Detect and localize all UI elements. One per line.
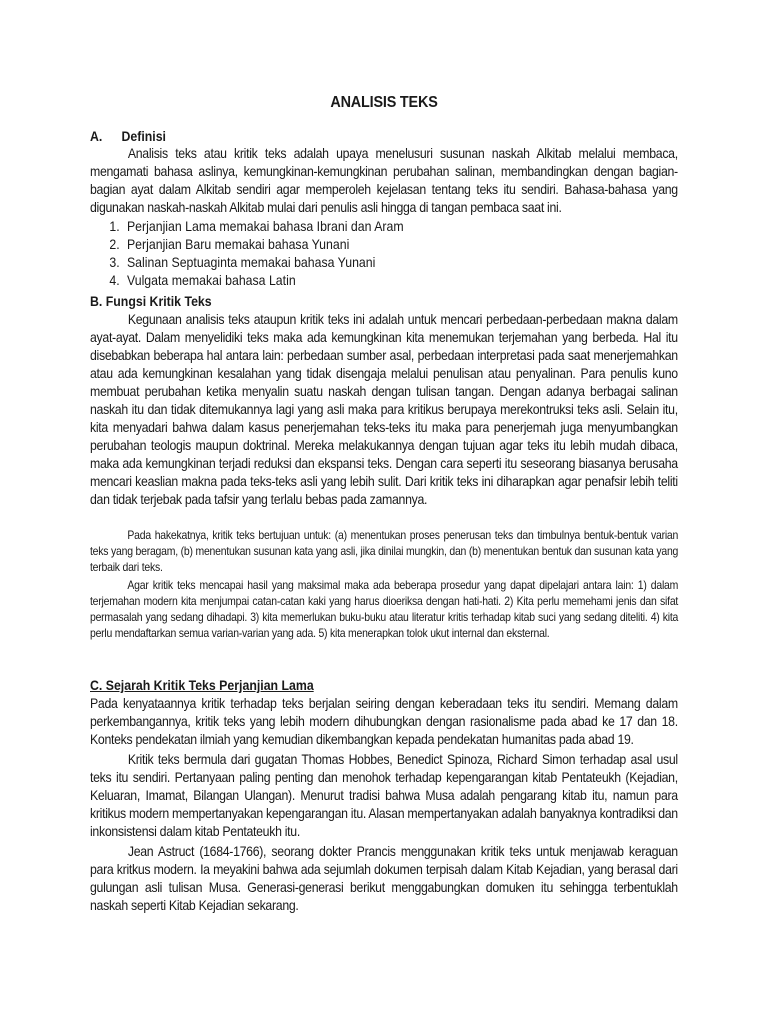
section-b-paragraph-3: Agar kritik teks mencapai hasil yang maksimal maka ada beberapa prosedur yang dapat dipelajari antara lain: 1) dalam terjemahan modern kita menjumpai catan-catan kaki yang harus dioeriksa dengan hati-hati. 2) Kita perlu memehami jenis dan sifat permasalah yang sedang dihadapi. 3) kita memerlukan buku-buku atau literatur kritis terhadap kitab suci yang sedang diteliti. 4) kita perlu mendaftarkan semua varian-varian yang ada. 5) kita menerapkan tolok ukut internal dan eksternal.	[90, 578, 679, 640]
section-c-paragraph-3: Jean Astruct (1684-1766), seorang dokter Prancis menggunakan kritik teks untuk menjawab keraguan para kritkus modern. Ia meyakini bahwa ada sejumlah dokumen terpisah dalam Kitab Kejadian, yang berasal dari gulungan asli tulisan Musa. Generasi-generasi berikut menggabungkan domuken itu sehingga terbentuklah naskah seperti Kitab Kejadian sekarang.	[90, 843, 678, 913]
section-c-paragraph-1: Pada kenyataannya kritik terhadap teks berjalan seiring dengan keberadaan teks itu sendiri. Memang dalam perkembangannya, kritik teks yang lebih modern dihubungkan dengan rasionalisme pada abad ke 17 dan 18. Konteks pendekatan ilmiah yang kemudian dikembangkan kepada pendekatan humanitas pada abad 19.	[90, 695, 678, 747]
section-b-body	[90, 310, 678, 508]
page-title: ANALISIS TEKS	[330, 94, 438, 111]
section-c-body	[90, 694, 678, 914]
section-c-heading: C. Sejarah Kritik Teks Perjanjian Lama	[90, 677, 314, 693]
section-b-heading: B. Fungsi Kritik Teks	[90, 293, 212, 309]
section-a-body	[90, 144, 678, 216]
section-a-letter: A.	[90, 128, 103, 144]
list-item: 1. Perjanjian Lama memakai bahasa Ibrani dan Aram	[109, 218, 404, 234]
list-item: 3. Salinan Septuaginta memakai bahasa Yunani	[109, 254, 376, 270]
section-a-title: Definisi	[121, 128, 166, 144]
language-list	[90, 217, 678, 289]
section-c-paragraph-2: Kritik teks bermula dari gugatan Thomas Hobbes, Benedict Spinoza, Richard Simon terhadap asal usul teks itu sendiri. Pertanyaan paling penting dan menohok terhadap kepengarangan kitab Pentateukh (Kejadian, Keluaran, Imamat, Bilangan Ulangan). Menurut tradisi bahwa Musa adalah pengarang kitab itu, namun para kritikus modern mempertanyakan kepengarangan itu. Alasan mempertanyakan adalah banyaknya kontradiksi dan inkonsistensi dalam kitab Pentateukh itu.	[90, 751, 678, 839]
section-a-paragraph: Analisis teks atau kritik teks adalah upaya menelusuri susunan naskah Alkitab melalui membaca, mengamati bahasa aslinya, kemungkinan-kemungkinan perubahan salinan, membandingkan dengan bagian-bagian ayat dalam Alkitab sendiri agar memperoleh kejelasan tentang teks itu sendiri. Bahasa-bahasa yang digunakan naskah-naskah Alkitab mulai dari penulis asli hingga di tangan pembaca saat ini.	[90, 145, 678, 215]
list-item: 2. Perjanjian Baru memakai bahasa Yunani	[109, 236, 350, 252]
section-b-paragraph-1: Kegunaan analisis teks ataupun kritik teks ini adalah untuk mencari perbedaan-perbedaan makna dalam ayat-ayat. Dalam menyelidiki teks maka ada kemungkinan kita menemukan terjemahan yang berbeda. Hal itu disebabkan beberapa hal antara lain: perbedaan sumber asal, perbedaan interpretasi pada saat menerjemahkan atau ada kemungkinan kesalahan yang tidak disengaja melalui penulisan atau penyalinan. Para penulis kuno membuat perubahan ketika menyalin suatu naskah dengan tulisan tangan. Dengan adanya berbagai salinan naskah itu dan tidak ditemukannya lagi yang asli maka para kritikus berupaya merekontruksi teks asli. Selain itu, kita menyadari bahwa dalam kasus penerjemahan teks-teks itu maka para penerjemah juga menyumbangkan perubahan teologis maupun doktrinal. Mereka melakukannya dengan tujuan agar teks itu lebih mudah dibaca, maka ada kemungkinan terjadi reduksi dan ekspansi teks. Dengan cara seperti itu seseorang biasanya berusaha mencari keaslian makna pada teks-teks asli yang lebih sulit. Dari kritik teks ini diharapkan agar penafsir lebih teliti dan tidak terjebak pada tafsir yang terlalu bebas pada zamannya.	[90, 311, 678, 507]
list-item: 4. Vulgata memakai bahasa Latin	[109, 272, 296, 288]
section-a-heading	[90, 127, 678, 145]
section-b-notes	[90, 527, 678, 641]
section-b-paragraph-2: Pada hakekatnya, kritik teks bertujuan untuk: (a) menentukan proses penerusan teks dan timbulnya bentuk-bentuk varian teks yang beragam, (b) menentukan susunan kata yang asli, jika dinilai mungkin, dan (b) menentukan bentuk dan susunan kata yang terbaik dari teks.	[90, 528, 679, 574]
